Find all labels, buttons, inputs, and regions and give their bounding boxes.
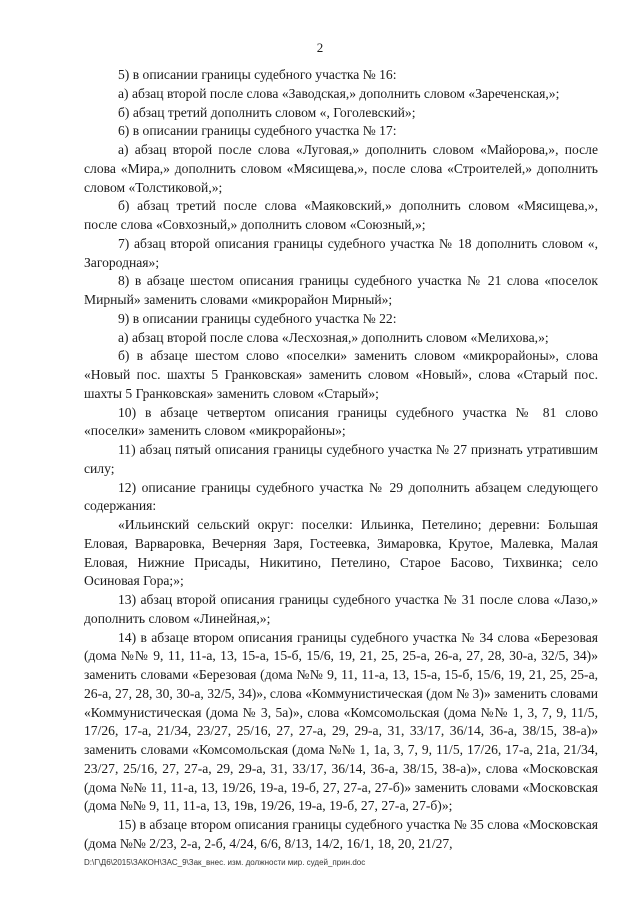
paragraph: 10) в абзаце четвертом описания границы судебного участка № 81 слово «поселки» заменить словом «микрорайоны»; xyxy=(84,404,598,439)
quoted-paragraph: «Ильинский сельский округ: поселки: Ильинка, Петелино; деревни: Большая Еловая, Варваровка, Вечерняя Заря, Гостеевка, Зимаровка, Крутое, Малевка, Малая Еловая, Нижние Присады, Никитино, Петелино, Старое Басово, Тихвинка; село Осиновая Гора;»; xyxy=(84,517,598,589)
paragraph: 5) в описании границы судебного участка № 16: xyxy=(118,67,397,82)
paragraph: 9) в описании границы судебного участка № 22: xyxy=(118,310,397,326)
paragraph: б) абзац третий после слова «Маяковский,» дополнить словом «Мясищева,», после слова «Совхозный,» дополнить словом «Союзный,»; xyxy=(84,198,598,232)
paragraph: 7) абзац второй описания границы судебного участка № 18 дополнить словом «, Загородная»; xyxy=(84,235,598,270)
paragraph: 13) абзац второй описания границы судебного участка № 31 после слова «Лазо,» дополнить словом «Линейная,»; xyxy=(84,592,598,626)
paragraph: а) абзац второй после слова «Заводская,» дополнить словом «Зареченская,»; xyxy=(118,85,560,101)
paragraph: 11) абзац пятый описания границы судебного участка № 27 признать утратившим силу; xyxy=(84,442,598,476)
paragraph: а) абзац второй после слова «Луговая,» дополнить словом «Майорова,», после слова «Мира,» дополнить словом «Мясищева,», после слова «Строителей,» дополнить словом «Толстиковой,»; xyxy=(84,142,598,195)
paragraph: 12) описание границы судебного участка № 29 дополнить абзацем следующего содержания: xyxy=(84,479,598,514)
paragraph: 8) в абзаце шестом описания границы судебного участка № 21 слова «поселок Мирный» заменить словами «микрорайон Мирный»; xyxy=(84,273,598,307)
footer-file-path: D:\Г\Д6\2015\ЗАКОН\ЗАС_9\Зак_внес. изм. должности мир. судей_прин.doc xyxy=(84,858,366,867)
paragraph: 6) в описании границы судебного участка № 17: xyxy=(118,123,397,139)
paragraph: б) в абзаце шестом слово «поселки» заменить словом «микрорайоны», слова «Новый пос. шахты 5 Гранковская» заменить словом «Новый», слова «Старый пос. шахты 5 Гранковская» заменить словом «Старый»; xyxy=(84,348,598,401)
paragraph: 15) в абзаце втором описания границы судебного участка № 35 слова «Московская (дома №№ 2/23, 2-а, 2-б, 4/24, 6/6, 8/13, 14/2, 16/1, 18, 20, 21/27, xyxy=(84,817,598,851)
paragraph: б) абзац третий дополнить словом «, Гоголевский»; xyxy=(118,104,416,120)
paragraph: а) абзац второй после слова «Лесхозная,» дополнить словом «Мелихова,»; xyxy=(118,329,549,345)
paragraph: 14) в абзаце втором описания границы судебного участка № 34 слова «Березовая (дома №№ 9, 11, 11-а, 13, 15-а, 15-б, 15/6, 19, 21, 25, 25-а, 26-а, 27, 28, 30-а, 32/5, 34)» заменить словами «Березовая (дома №№ 9, 11, 11-а, 13, 15-а, 15-б, 15/6, 19, 21, 25, 25-а, 26-а, 27, 28, 30, 30-а, 32/5, 34)», слова «Коммунистическая (дом № 3)» заменить словами «Коммунистическая (дома № 3, 5а)», слова «Комсомольская (дома №№ 1, 3, 7, 9, 11/5, 17/26, 17-а, 21/34, 23/27, 25/16, 27, 27-а, 29, 29-а, 31, 33/17, 36/14, 36-а, 38/15, 38-а)» заменить словами «Комсомольская (дома №№ 1, 1а, 3, 7, 9, 11/5, 17/26, 17-а, 21а, 21/34, 23/27, 25/16, 27, 27-а, 29, 29-а, 31, 33/17, 36/14, 36-а, 38/15, 38-а)», слова «Московская (дома №№ 11, 11-а, 13, 19/26, 19-а, 19-б, 27, 27-а, 27-б)» заменить словами «Московская (дома №№ 9, 11, 11-а, 13, 19в, 19/26, 19-а, 19-б, 27, 27-а, 27-б)»; xyxy=(84,629,598,814)
page-number: 2 xyxy=(316,40,324,55)
document-body xyxy=(84,66,598,854)
